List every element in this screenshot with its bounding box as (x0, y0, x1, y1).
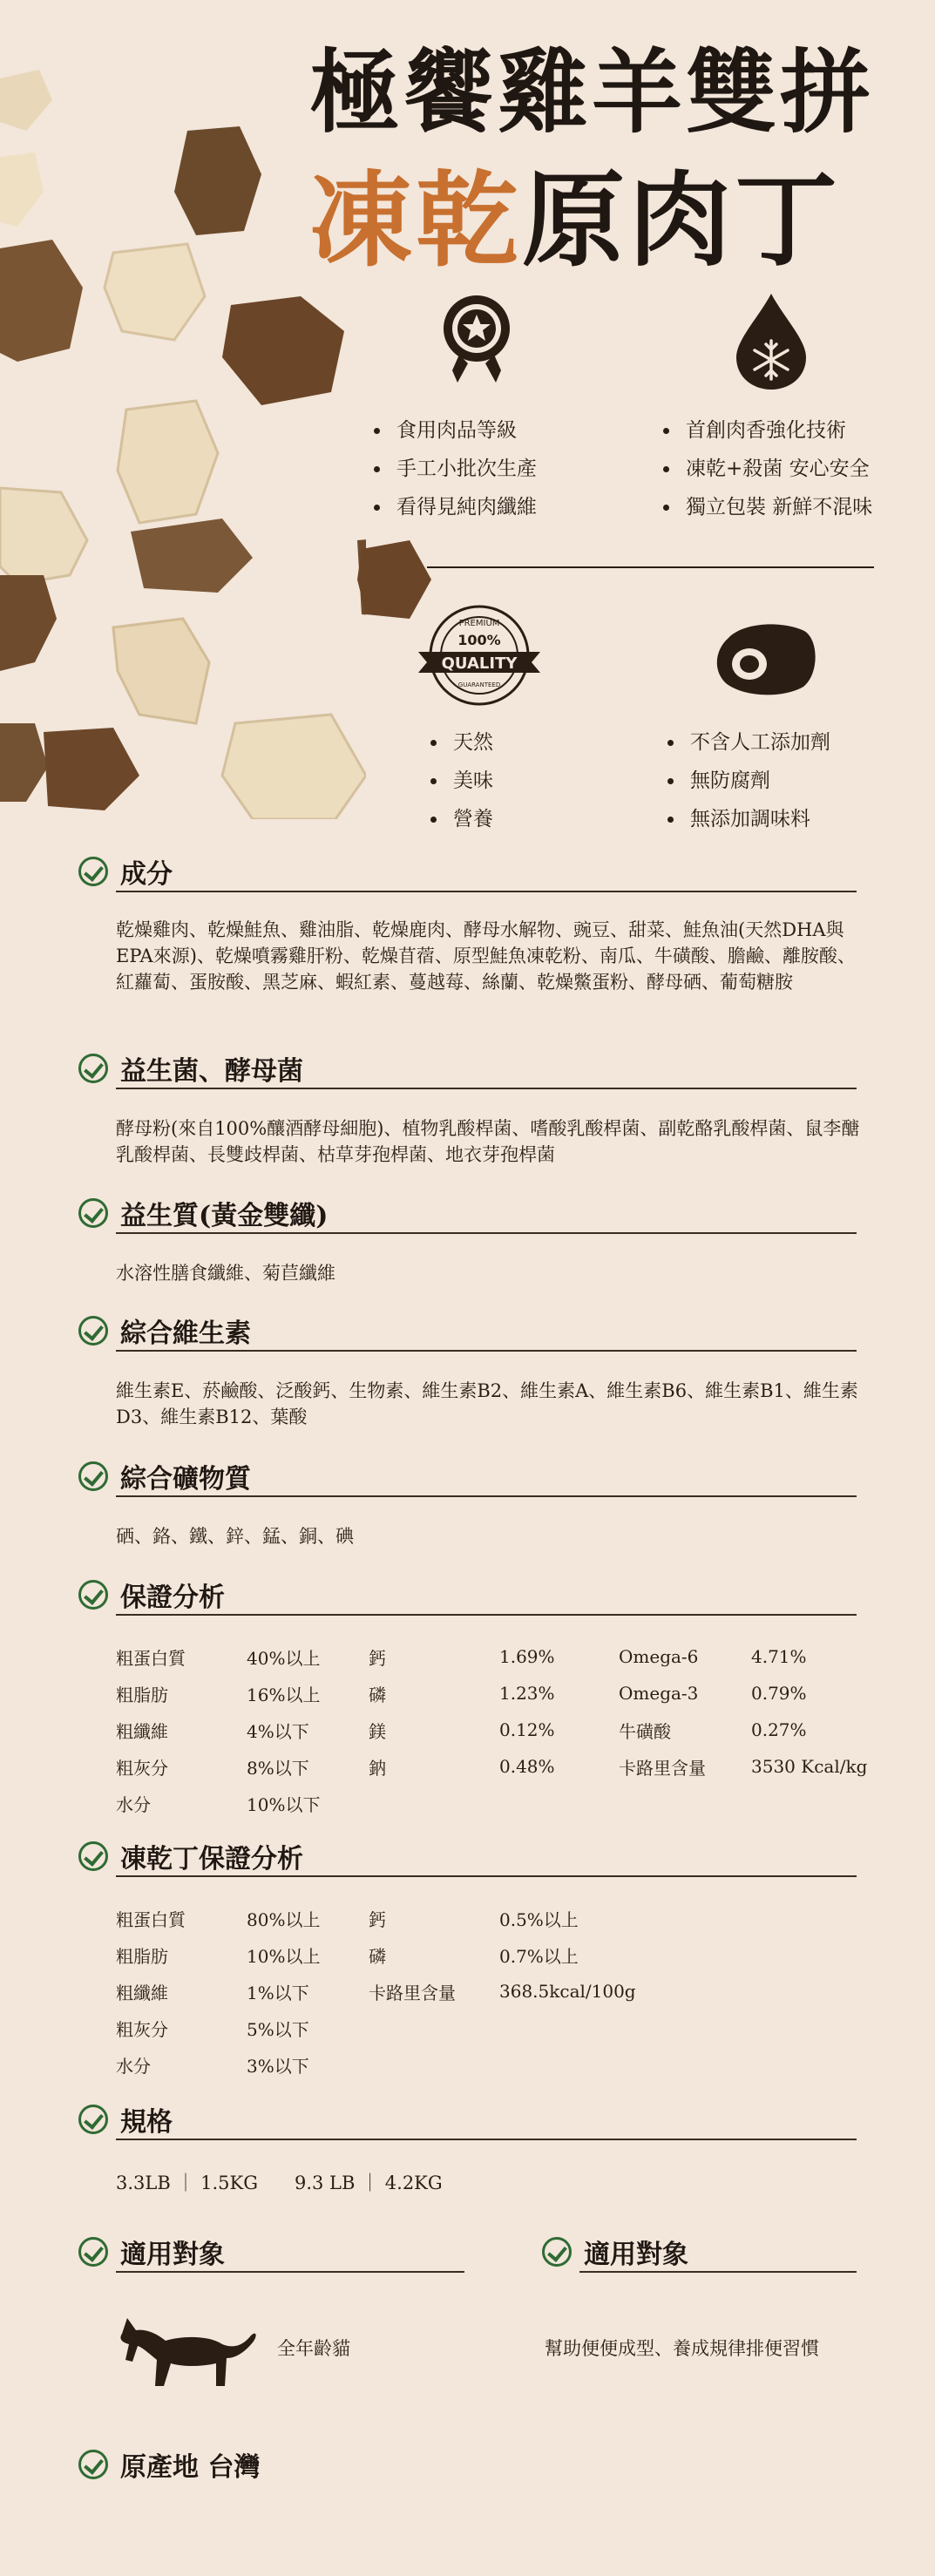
section-spec-heading (78, 2100, 173, 2139)
section-divider (116, 1232, 857, 1234)
table-cell: 鈣 (369, 1908, 386, 1930)
table-cell: 368.5kcal/100g (499, 1981, 636, 2002)
premium-quality-seal-icon (414, 601, 545, 715)
quality-text: QUALITY (441, 654, 518, 673)
quality-percent: 100% (457, 632, 501, 648)
feature-list-top-left (370, 411, 537, 526)
table-cell: 粗纖維 (116, 1720, 168, 1742)
table-cell: 磷 (369, 1945, 386, 1967)
section-divider (116, 1614, 857, 1616)
minerals-text: 硒、鉻、鐵、鋅、錳、銅、碘 (116, 1526, 354, 1547)
probiotics-text: 酵母粉(來自100%釀酒酵母細胞)、植物乳酸桿菌、嗜酸乳酸桿菌、副乾酪乳酸桿菌、鼠李醣乳酸桿菌、長雙歧桿菌、枯草芽孢桿菌、地衣芽孢桿菌 (116, 1118, 860, 1165)
title-accent: 凍乾 (309, 159, 523, 281)
section-target-heading (78, 2233, 225, 2271)
feature-list-bottom-right (664, 723, 830, 838)
check-circle-icon (78, 1316, 108, 1346)
table-cell: 水分 (116, 1793, 151, 1815)
section-divider (116, 2139, 857, 2140)
table-cell: 0.12% (499, 1719, 555, 1740)
table-row (116, 1936, 674, 1973)
section-divider (116, 1875, 857, 1877)
table-cell: 粗蛋白質 (116, 1908, 186, 1930)
section-title: 適用對象 (584, 2240, 688, 2270)
section-origin-heading (78, 2445, 260, 2484)
target-text: 全年齡貓 (277, 2338, 350, 2359)
premium-text: PREMIUM (458, 619, 500, 628)
feature-item: 不含人工添加劑 (664, 723, 830, 762)
table-cell: 0.7%以上 (499, 1945, 579, 1967)
section-title: 益生菌、酵母菌 (120, 1056, 303, 1087)
table-cell: 1.23% (499, 1683, 555, 1704)
table-cell: 0.48% (499, 1756, 555, 1777)
table-row (116, 1748, 882, 1785)
table-cell: 3%以下 (247, 2055, 309, 2077)
check-circle-icon (78, 2450, 108, 2479)
table-row (116, 1785, 882, 1821)
feature-item: 天然 (427, 723, 493, 762)
section-title: 綜合礦物質 (120, 1464, 251, 1495)
table-row (116, 2046, 674, 2083)
table-cell: 鈣 (369, 1647, 386, 1669)
table-cell: 0.27% (751, 1719, 807, 1740)
medal-star-icon (440, 292, 513, 386)
feature-item: 無添加調味料 (664, 800, 830, 838)
table-cell: 3530 Kcal/kg (751, 1756, 868, 1777)
table-cell: 粗脂肪 (116, 1945, 168, 1967)
table-cell: 8%以下 (247, 1757, 309, 1779)
feature-item: 看得見純肉纖維 (370, 488, 537, 526)
freeze-dried-analysis-table (116, 1900, 674, 2083)
table-cell: 16%以上 (247, 1684, 321, 1705)
table-row (116, 2010, 674, 2046)
cat-silhouette-icon (113, 2309, 257, 2388)
check-circle-icon (78, 2105, 108, 2134)
table-cell: 粗纖維 (116, 1982, 168, 2003)
section-guaranteed-heading (78, 1576, 225, 1614)
check-circle-icon (78, 1580, 108, 1610)
section-divider (116, 1495, 857, 1497)
table-cell: 1%以下 (247, 1982, 309, 2003)
feature-item: 營養 (427, 800, 493, 838)
table-row (116, 1675, 882, 1712)
target-right-text: 幫助便便成型、養成規律排便習慣 (545, 2338, 819, 2359)
section-title: 保證分析 (120, 1583, 225, 1613)
section-divider (116, 1350, 857, 1352)
table-cell: 粗蛋白質 (116, 1647, 186, 1669)
check-circle-icon (78, 1461, 108, 1491)
check-circle-icon (542, 2237, 572, 2267)
table-row (116, 1638, 882, 1675)
check-circle-icon (78, 2237, 108, 2267)
table-cell: 0.79% (751, 1683, 807, 1704)
vitamins-text: 維生素E、菸鹼酸、泛酸鈣、生物素、維生素B2、維生素A、維生素B6、維生素B1、維生素D3、維生素B12、葉酸 (116, 1380, 858, 1427)
feature-divider (427, 566, 874, 568)
feature-item: 無防腐劑 (664, 762, 830, 800)
table-cell: 5%以下 (247, 2018, 309, 2040)
guaranteed-text: GUARANTEED (457, 681, 501, 688)
table-cell: 鎂 (369, 1720, 386, 1742)
table-cell: 10%以下 (247, 1793, 321, 1815)
table-cell: 牛磺酸 (619, 1720, 671, 1742)
table-cell: 鈉 (369, 1757, 386, 1779)
section-ingredients-heading (78, 852, 173, 891)
ingredients-text: 乾燥雞肉、乾燥鮭魚、雞油脂、乾燥鹿肉、酵母水解物、豌豆、甜菜、鮭魚油(天然DHA與EPA來源)、乾燥噴霧雞肝粉、乾燥苜蓿、原型鮭魚凍乾粉、南瓜、牛磺酸、膽鹼、離胺酸、紅蘿蔔、蛋胺酸、黑芝麻、蝦紅素、蔓越莓、絲蘭、乾燥鱉蛋粉、酵母硒、葡萄糖胺 (116, 919, 856, 993)
section-divider (579, 2271, 857, 2273)
table-cell: 40%以上 (247, 1647, 321, 1669)
feature-list-top-right (660, 411, 872, 526)
table-cell: 粗脂肪 (116, 1684, 168, 1705)
table-cell: 卡路里含量 (619, 1757, 706, 1779)
table-cell: 4.71% (751, 1646, 807, 1667)
table-cell: Omega-3 (619, 1683, 699, 1704)
section-target-right-heading (542, 2233, 688, 2271)
section-divider (116, 1088, 857, 1089)
section-title: 益生質(黃金雙纖) (120, 1201, 329, 1231)
table-cell: 1.69% (499, 1646, 555, 1667)
check-circle-icon (78, 1841, 108, 1871)
table-cell: 水分 (116, 2055, 151, 2077)
table-cell: 0.5%以上 (499, 1908, 579, 1930)
feature-item: 獨立包裝 新鮮不混味 (660, 488, 872, 526)
section-divider (116, 2271, 464, 2273)
table-cell: 卡路里含量 (369, 1982, 456, 2003)
title-rest: 原肉丁 (522, 159, 842, 281)
table-cell: 磷 (369, 1684, 386, 1705)
section-title: 綜合維生素 (120, 1319, 251, 1349)
feature-list-bottom-left (427, 723, 493, 838)
prebiotics-text: 水溶性膳食纖維、菊苣纖維 (116, 1263, 335, 1284)
table-cell: 80%以上 (247, 1908, 321, 1930)
feature-item: 手工小批次生產 (370, 450, 537, 488)
table-cell: 10%以上 (247, 1945, 321, 1967)
table-cell: 4%以下 (247, 1720, 309, 1742)
table-cell: 粗灰分 (116, 1757, 168, 1779)
section-prebiotics-heading (78, 1194, 328, 1232)
section-probiotics-heading (78, 1049, 303, 1088)
feature-item: 凍乾+殺菌 安心安全 (660, 450, 872, 488)
feature-item: 食用肉品等級 (370, 411, 537, 450)
spec-text: 3.3LB ｜ 1.5KG 9.3 LB ｜ 4.2KG (116, 2173, 443, 2193)
section-title: 凍乾丁保證分析 (120, 1844, 303, 1874)
section-divider (116, 891, 857, 892)
section-vitamins-heading (78, 1312, 251, 1350)
section-title: 適用對象 (120, 2240, 225, 2270)
product-title-line1: 極饗雞羊雙拼 (309, 38, 875, 146)
guaranteed-analysis-table (116, 1638, 882, 1821)
table-cell: Omega-6 (619, 1646, 699, 1667)
section-freeze-dried-heading (78, 1837, 303, 1875)
table-row (116, 1900, 674, 1936)
meat-cut-icon (713, 620, 819, 697)
table-cell: 粗灰分 (116, 2018, 168, 2040)
feature-item: 美味 (427, 762, 493, 800)
section-title: 規格 (120, 2107, 173, 2138)
check-circle-icon (78, 857, 108, 886)
product-title-line2 (309, 138, 919, 286)
feature-item: 首創肉香強化技術 (660, 411, 872, 450)
check-circle-icon (78, 1198, 108, 1228)
table-row (116, 1973, 674, 2010)
section-title: 成分 (120, 859, 173, 890)
section-minerals-heading (78, 1457, 251, 1495)
snowflake-drop-icon (732, 292, 810, 392)
check-circle-icon (78, 1054, 108, 1083)
section-title: 原產地 台灣 (120, 2452, 261, 2483)
table-row (116, 1712, 882, 1748)
